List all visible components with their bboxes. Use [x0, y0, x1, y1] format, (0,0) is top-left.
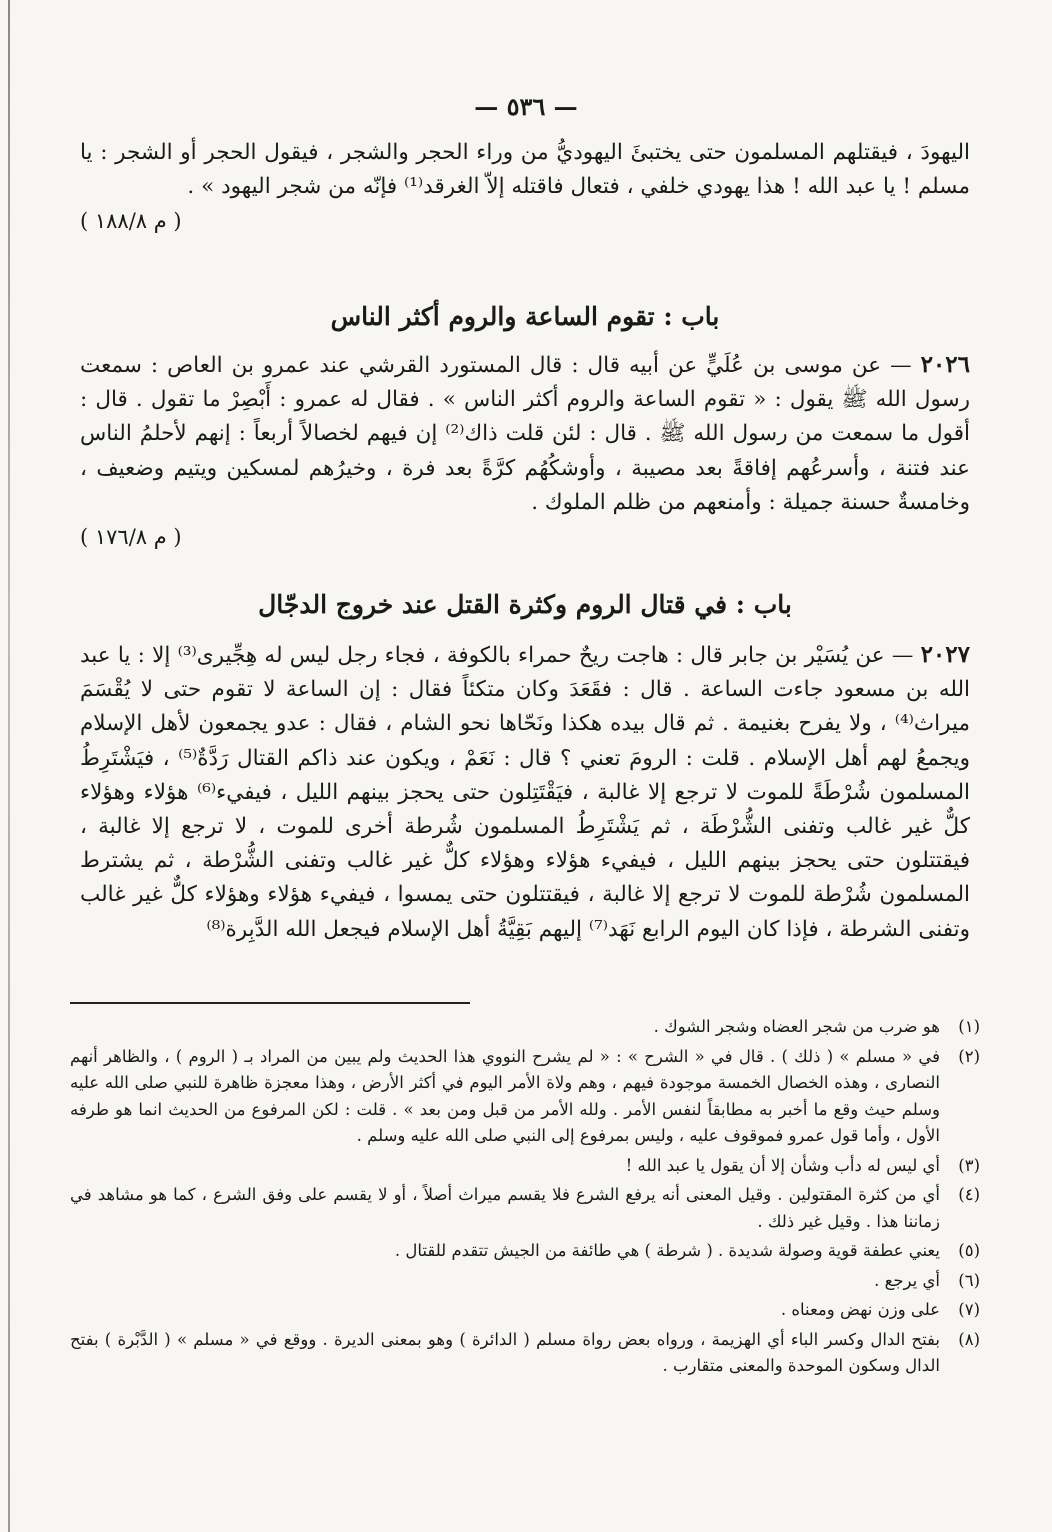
page-number: — ٥٣٦ — [474, 92, 578, 121]
footnote-text: بفتح الدال وكسر الباء أي الهزيمة ، ورواه بعض رواة مسلم ( الدائرة ) وهو بمعنى الديرة . ووقع في « مسلم » ( الدَّبْرة ) بفتح الدال وسكون الموحدة والمعنى متقارب . [70, 1329, 940, 1375]
footnote-number: (٤) [958, 1185, 980, 1204]
passage-top [80, 136, 970, 239]
footnote [70, 1327, 980, 1380]
section-1-heading: باب : تقوم الساعة والروم أكثر الناس [330, 302, 720, 331]
hadith-2026-reference: ( م ١٧٦/٨ ) [80, 525, 182, 550]
footnote-text: في « مسلم » ( ذلك ) . قال في « الشرح » : « لم يشرح النووي هذا الحديث ولم يبين من المراد بـ ( الروم ) ، والظاهر أنهم النصارى ، وهذه الخصال الخمسة موجودة فيهم ، وهم ولاة الأمر اليوم في أكثر الأرض ، وهذا معجزة ظاهرة للنبي صلى الله عليه وسلم حيث وقع ما أخبر به مطابقاً لنفس الأمر . ولله الأمر من قبل ومن بعد » . قلت : لكن المرفوع من الحديث انما هو طرفه الأول ، وأما قول عمرو فموقوف عليه ، وليس بمرفوع إلى النبي صلى الله عليه وسلم . [70, 1046, 940, 1145]
footnote [70, 1182, 980, 1235]
footnotes [70, 1014, 980, 1383]
footnote-number: (٧) [958, 1300, 980, 1319]
passage-top-reference: ( م ١٨٨/٨ ) [80, 209, 182, 234]
footnote-number: (٥) [958, 1241, 980, 1260]
footnote [70, 1044, 980, 1150]
footnote-text: أي ليس له دأب وشأن إلا أن يقول يا عبد الله ! [625, 1155, 940, 1175]
footnote [70, 1268, 980, 1295]
footnote-number: (١) [958, 1017, 980, 1036]
hadith-2026 [80, 348, 970, 554]
footnote-text: أي من كثرة المقتولين . وقيل المعنى أنه يرفع الشرع فلا يقسم ميراث أصلاً ، أو لا يقسم على وفق الشرع ، كما هو مشاهد في زماننا هذا . وقيل غير ذلك . [70, 1185, 940, 1231]
passage-top-text: اليهودَ ، فيقتلهم المسلمون حتى يختبئَ اليهوديُّ من وراء الحجر والشجر ، فيقول الحجر أو الشجر : يا مسلم ! يا عبد الله ! هذا يهودي خلفي ، فتعال فاقتله إلاّ الغرقد⁽¹⁾ فإنّه من شجر اليهود » . [80, 140, 970, 200]
footnote-number: (٨) [958, 1329, 980, 1349]
footnote-text: على وزن نهض ومعناه . [780, 1300, 940, 1319]
page-edge-line [8, 0, 10, 1532]
footnote-text: هو ضرب من شجر العضاه وشجر الشوك . [653, 1017, 940, 1036]
hadith-2026-body [80, 348, 970, 520]
footnote-number: (٢) [958, 1046, 980, 1066]
footnote [70, 1014, 980, 1041]
footnote [70, 1238, 980, 1265]
hadith-2027-body [80, 638, 970, 947]
footnote [70, 1153, 980, 1180]
hadith-2027-number: ٢٠٢٧ [920, 641, 970, 668]
footnote-text: أي يرجع . [874, 1270, 940, 1290]
hadith-2027 [80, 638, 970, 947]
footnote [70, 1297, 980, 1324]
hadith-2027-text: — عن يُسَيْر بن جابر قال : هاجت ريحٌ حمراء بالكوفة ، فجاء رجل ليس له هِجِّيرى⁽³⁾ إلا : يا عبد الله بن مسعود جاءت الساعة . قال : فقَعَدَ وكان متكئاً فقال : إن الساعة لا تقوم حتى لا يُقْسَمَ ميراث⁽⁴⁾ ، ولا يفرح بغنيمة . ثم قال بيده هكذا ونَحّاها نحو الشام ، فقال : عدو يجمعون لأهل الإسلام ويجمعُ لهم أهل الإسلام . قلت : الرومَ تعني ؟ قال : نَعَمْ ، ويكون عند ذاكم القتال رَدَّةٌ⁽⁵⁾ ، فيَشْتَرِطُ المسلمون شُرْطَةً للموت لا ترجع إلا غالبة ، فيَقْتَتِلون حتى يحجز بينهم الليل ، فيفيء⁽⁶⁾ هؤلاء وهؤلاء كلٌّ غير غالب وتفنى الشُّرْطَة ، ثم يَشْتَرِطُ المسلمون شُرطة أخرى للموت ، لا ترجع إلا غالبة ، فيقتتلون حتى يحجز بينهم الليل ، فيفيء هؤلاء وهؤلاء كلٌّ غير غالب وتفنى الشُّرْطة ، ثم يشترط المسلمون شُرْطة للموت لا ترجع إلا غالبة ، فيقتتلون حتى يمسوا ، فيفيء هؤلاء وهؤلاء كلٌّ غير غالب وتفنى الشرطة ، فإذا كان اليوم الرابع نَهَد⁽⁷⁾ إليهم بَقِيَّةُ أهل الإسلام فيجعل الله الدَّبِرة⁽⁸⁾ [80, 643, 970, 942]
section-2-heading: باب : في قتال الروم وكثرة القتل عند خروج الدجّال [258, 590, 792, 619]
hadith-2026-text: — عن موسى بن عُلَيٍّ عن أبيه قال : قال المستورد القرشي عند عمرو بن العاص : سمعت رسول الله ﷺ يقول : « تقوم الساعة والروم أكثر الناس » . فقال له عمرو : أَبْصِرْ ما تقول . قال : أقول ما سمعت من رسول الله ﷺ . قال : لئن قلت ذاك⁽²⁾ إن فيهم لخصالاً أربعاً : إنهم لأحلمُ الناس عند فتنة ، وأسرعُهم إفاقةً بعد مصيبة ، وأوشكُهُم كرَّةً بعد فرة ، وخيرُهم لمسكين ويتيم وضعيف ، وخامسةٌ حسنة جميلة : وأمنعهم من ظلم الملوك . [80, 353, 971, 515]
footnote-separator [70, 1002, 470, 1004]
hadith-2026-number: ٢٠٢٦ [920, 351, 970, 378]
footnote-number: (٣) [958, 1155, 980, 1175]
footnote-text: يعني عطفة قوية وصولة شديدة . ( شرطة ) هي طائفة من الجيش تتقدم للقتال . [394, 1241, 940, 1260]
footnote-number: (٦) [958, 1270, 980, 1290]
